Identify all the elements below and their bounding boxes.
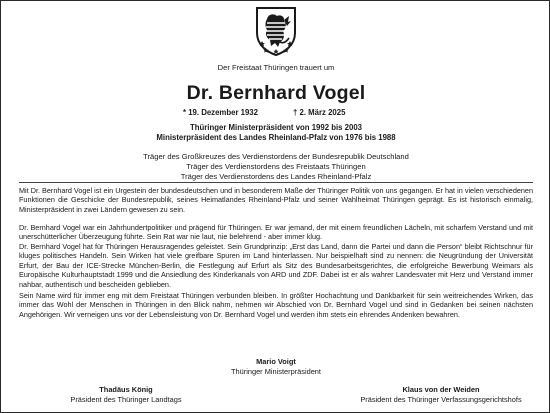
paragraph: Dr. Bernhard Vogel war ein Jahrhundertpolitiker und prägend für Thüringen. Er war jemand, der mit einem freundlichen Lächeln, mit scharfem Verstand und mit unerschütterlicher Überzeugung führte. Sein Rat war nie laut, nie belehrend - aber immer klug. [19,223,533,242]
signatory-title: Thüringer Ministerpräsident [231,367,321,376]
honors-list [1,152,550,182]
signature-landtag-president [41,385,211,405]
honor-item: Träger des Großkreuzes des Verdienstordens der Bundesrepublik Deutschland [143,152,409,161]
divider [19,182,533,183]
office-thuringia: Thüringer Ministerpräsident von 1992 bis 2003 [189,123,363,132]
offices-held [1,123,550,143]
thuringia-coat-of-arms-icon [254,5,298,57]
honor-item: Träger des Verdienstordens des Freistaats Thüringen [186,162,366,171]
birth-date: * 19. Dezember 1932 [183,108,258,117]
death-date: † 2. März 2025 [293,108,346,117]
paragraph: Sein Name wird für immer eng mit dem Freistaat Thüringen verbunden bleiben. In größter Hochachtung und Dankbarkeit für sein weitreichendes Wirken, das immer das Wohl der Menschen in Thüringen in den Blick nahm, nehmen wir Abschied von Dr. Bernhard Vogel und sind in Gedanken bei seinen nächsten Angehörigen. Wir verneigen uns vor der Lebensleistung von Dr. Bernhard Vogel und werden ihm stets ein ehrendes Andenken bewahren. [19,291,533,319]
signature-court-president [341,385,541,405]
office-rhineland-palatinate: Ministerpräsident des Landes Rheinland-Pfalz von 1976 bis 1988 [156,133,396,142]
signature-minister-president [176,357,376,377]
signatory-name: Thadäus König [99,385,153,394]
signatory-name: Mario Voigt [256,357,296,366]
honor-item: Träger des Verdienstordens des Landes Rheinland-Pfalz [180,172,372,181]
signatory-title: Präsident des Thüringer Landtags [70,395,182,404]
paragraph: Dr. Bernhard Vogel hat für Thüringen Herausragendes geleistet. Sein Grundprinzip: „Erst das Land, dann die Partei und dann die Person“ bleibt Richtschnur für kluges politisches Handeln. Sein Wirken hat viele greifbare Spuren im Land hinterlassen. Nur beispielhaft sind zu nennen: die Neugründung der Universität Erfurt, der Bau der ICE-Strecke München-Berlin, die Festlegung auf Erfurt als Sitz des Bundesarbeitsgerichtes, die erfolgreiche Bewerbung Weimars als Europäische Kulturhauptstadt 1999 und die Ansiedlung des Kinderkanals von ARD und ZDF. Dabei ist er als wahrer Landesvater mit Herz und Verstand immer nahbar, authentisch und bescheiden geblieben. [19,242,533,289]
intro-line: Der Freistaat Thüringen trauert um [217,63,335,72]
signatory-name: Klaus von der Weiden [402,385,480,394]
paragraph: Mit Dr. Bernhard Vogel ist ein Urgestein der bundesdeutschen und in besonderem Maße der Thüringer Politik von uns gegangen. Er hat in vielen verschiedenen Funktionen die Geschicke der Bundesrepublik, seines Heimatlandes Rheinland-Pfalz und seiner Wahlheimat Thüringen geprägt. Es ist historisch einmalig, Ministerpräsident in zwei Ländern gewesen zu sein. [19,186,533,214]
deceased-name: Dr. Bernhard Vogel [186,82,366,104]
signatory-title: Präsident des Thüringer Verfassungsgerichtshofs [360,395,522,404]
